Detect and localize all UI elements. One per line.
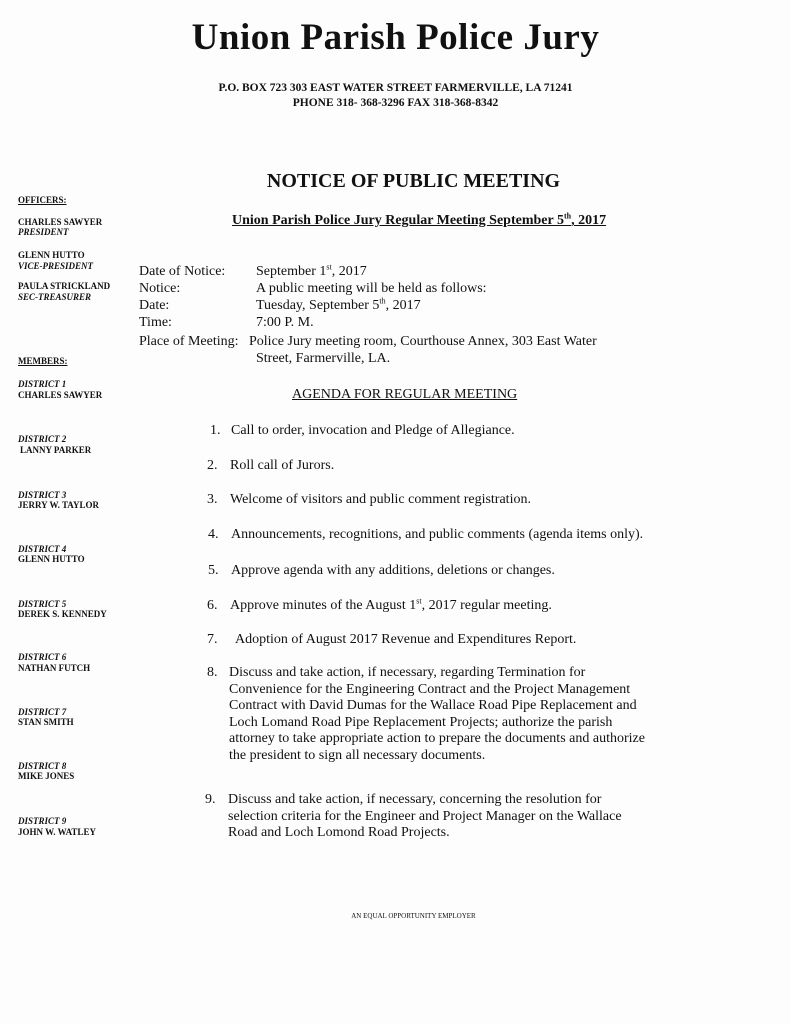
time-value: 7:00 P. M. xyxy=(256,315,314,330)
agenda-item-number: 3. xyxy=(207,492,218,507)
member-name: MIKE JONES xyxy=(18,771,75,781)
members-heading: MEMBERS: xyxy=(18,356,68,366)
place-line-1: Police Jury meeting room, Courthouse Annex, 303 East Water xyxy=(249,334,597,349)
member-name: CHARLES SAWYER xyxy=(18,390,103,400)
district-label: DISTRICT 6 xyxy=(18,652,67,662)
footer-text: AN EQUAL OPPORTUNITY EMPLOYER xyxy=(351,912,476,920)
officer-role: PRESIDENT xyxy=(18,227,69,237)
notice-title: NOTICE OF PUBLIC MEETING xyxy=(266,170,561,192)
agenda-item-text: Call to order, invocation and Pledge of Allegiance. xyxy=(231,423,515,438)
agenda-item-line: attorney to take appropriate action to prepare the documents and authorize xyxy=(229,731,645,747)
place-line-2: Street, Farmerville, LA. xyxy=(256,351,391,366)
member-name: JOHN W. WATLEY xyxy=(18,827,96,837)
officer-name: GLENN HUTTO xyxy=(18,250,85,260)
district-label: DISTRICT 5 xyxy=(18,599,67,609)
agenda-item-line: Contract with David Dumas for the Wallace Road Pipe Replacement and xyxy=(229,698,637,714)
agenda-item-line: the president to sign all necessary documents. xyxy=(229,747,486,763)
district-label: DISTRICT 7 xyxy=(18,707,67,717)
district-label: DISTRICT 1 xyxy=(18,379,67,389)
org-name: Union Parish Police Jury xyxy=(191,17,600,58)
notice-value: A public meeting will be held as follows: xyxy=(256,281,487,296)
officer-role: VICE-PRESIDENT xyxy=(18,261,94,271)
date-of-notice-value: September 1st, 2017 xyxy=(256,262,367,279)
agenda-item-number: 5. xyxy=(208,563,219,578)
agenda-item-number: 9. xyxy=(205,792,216,807)
agenda-item-text: Welcome of visitors and public comment registration. xyxy=(230,492,531,507)
member-name: GLENN HUTTO xyxy=(18,554,85,564)
agenda-heading: AGENDA FOR REGULAR MEETING xyxy=(292,387,518,402)
member-name: LANNY PARKER xyxy=(20,445,92,455)
date-of-notice-label: Date of Notice: xyxy=(139,264,226,279)
agenda-item-line: Discuss and take action, if necessary, concerning the resolution for xyxy=(228,792,602,807)
agenda-item-line: selection criteria for the Engineer and Project Manager on the Wallace xyxy=(228,808,622,824)
agenda-item-text xyxy=(228,792,622,842)
agenda-item-number: 1. xyxy=(210,423,221,438)
meeting-subtitle: Union Parish Police Jury Regular Meeting September 5th, 2017 xyxy=(232,211,607,228)
district-label: DISTRICT 9 xyxy=(18,816,67,826)
member-name: NATHAN FUTCH xyxy=(18,663,91,673)
district-label: DISTRICT 8 xyxy=(18,761,67,771)
address-line: P.O. BOX 723 303 EAST WATER STREET FARMERVILLE, LA 71241 xyxy=(218,82,573,94)
time-label: Time: xyxy=(139,315,172,330)
agenda-item-number: 8. xyxy=(207,665,218,680)
officer-name: CHARLES SAWYER xyxy=(18,217,103,227)
officers-heading: OFFICERS: xyxy=(18,195,67,205)
date-value: Tuesday, September 5th, 2017 xyxy=(256,296,421,313)
agenda-item-line: Convenience for the Engineering Contract and the Project Management xyxy=(229,681,631,697)
agenda-item-number: 2. xyxy=(207,458,218,473)
district-label: DISTRICT 3 xyxy=(18,490,67,500)
agenda-item-text xyxy=(229,665,645,765)
date-label: Date: xyxy=(139,298,170,313)
agenda-item-line: Road and Loch Lomond Road Projects. xyxy=(228,825,450,841)
district-label: DISTRICT 2 xyxy=(18,434,67,444)
agenda-item-number: 6. xyxy=(207,598,218,613)
contact-line: PHONE 318- 368-3296 FAX 318-368-8342 xyxy=(292,97,499,109)
agenda-item-text: Adoption of August 2017 Revenue and Expenditures Report. xyxy=(235,632,577,647)
agenda-item-text: Roll call of Jurors. xyxy=(230,458,335,473)
agenda-item-text: Announcements, recognitions, and public comments (agenda items only). xyxy=(231,527,644,542)
officer-name: PAULA STRICKLAND xyxy=(18,281,111,291)
agenda-item-line: Discuss and take action, if necessary, regarding Termination for xyxy=(229,665,586,680)
agenda-item-line: Loch Lomand Road Pipe Replacement Projects; authorize the parish xyxy=(229,714,613,730)
agenda-item-number: 7. xyxy=(207,632,218,647)
member-name: JERRY W. TAYLOR xyxy=(18,500,99,510)
member-name: DEREK S. KENNEDY xyxy=(18,609,107,619)
agenda-item-number: 4. xyxy=(208,527,219,542)
agenda-item-text: Approve agenda with any additions, deletions or changes. xyxy=(231,563,555,578)
member-name: STAN SMITH xyxy=(18,717,74,727)
place-label: Place of Meeting: xyxy=(139,334,239,349)
officer-role: SEC-TREASURER xyxy=(18,292,92,302)
district-label: DISTRICT 4 xyxy=(18,544,67,554)
agenda-item-text: Approve minutes of the August 1st, 2017 regular meeting. xyxy=(230,596,552,613)
notice-label: Notice: xyxy=(139,281,181,296)
